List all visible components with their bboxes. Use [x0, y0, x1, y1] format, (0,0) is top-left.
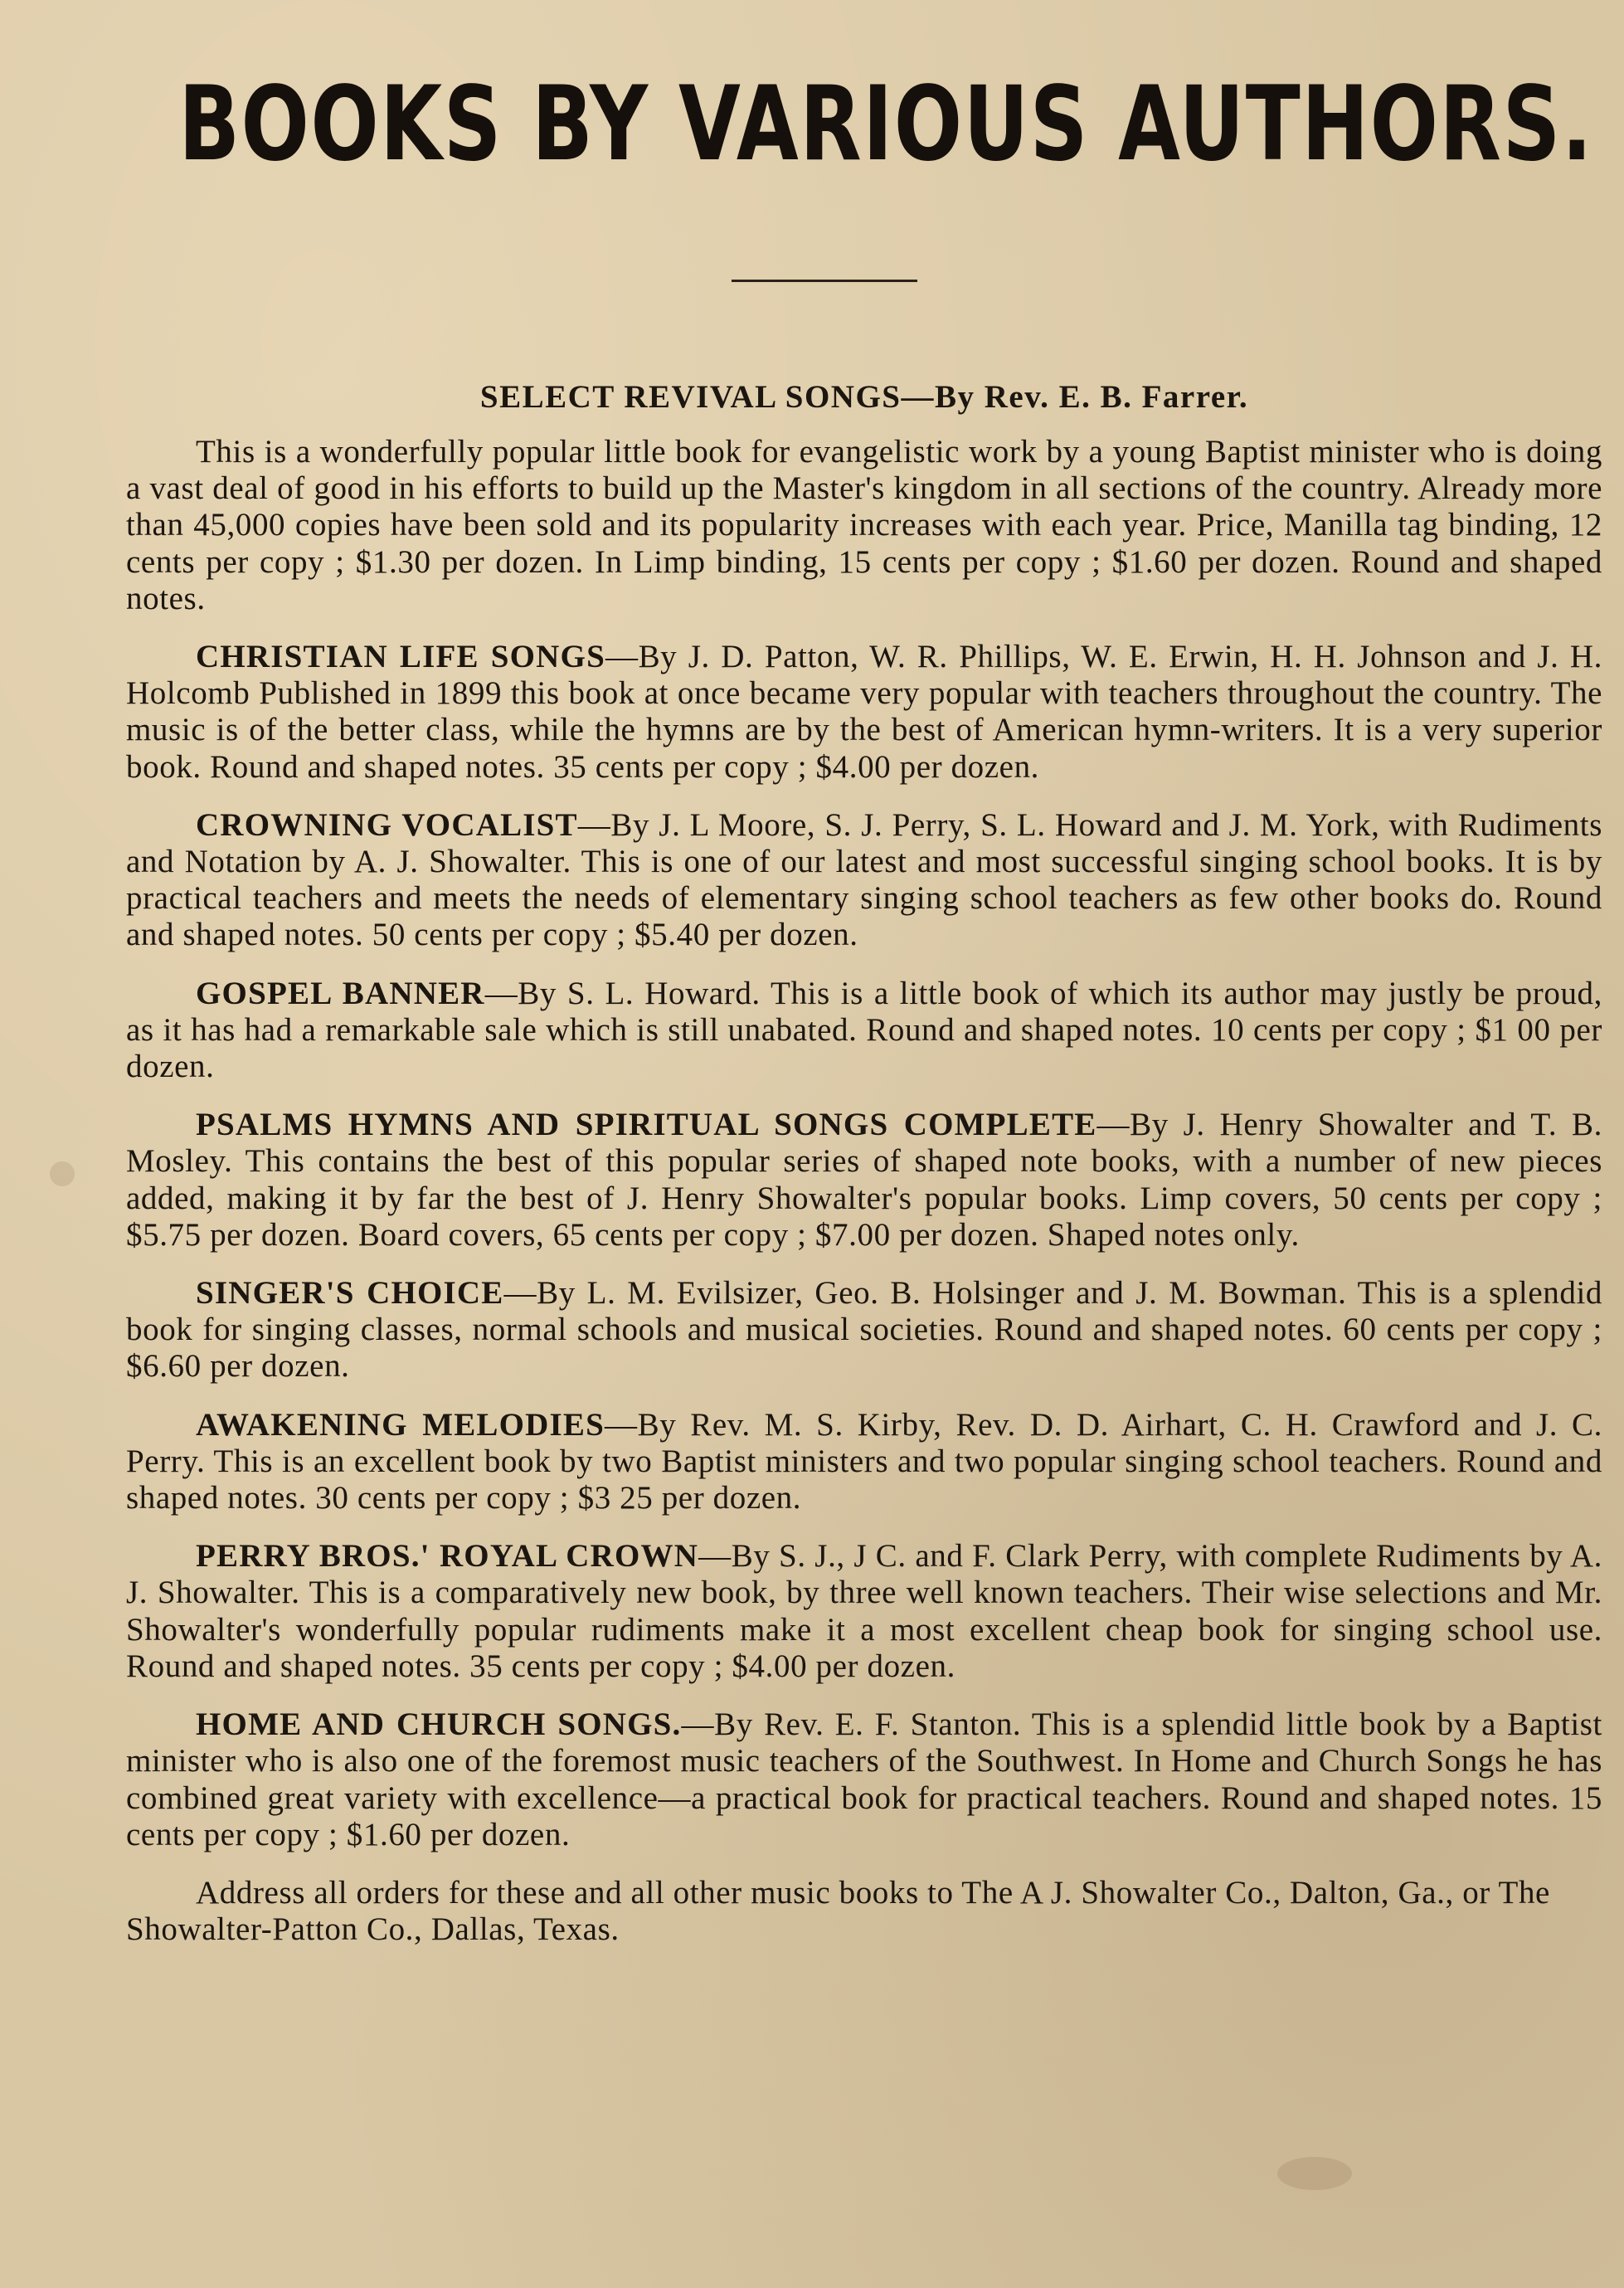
featured-book-description: This is a wonderfully popular little book for evangelistic work by a young Baptist minister who is doing a vast deal of good in his efforts to build up the Master's kingdom in all sections of the country. Already more than 45,000 copies have been sold and its popularity increases with each year. Price, Manilla tag binding, 12 cents per copy ; $1.30 per dozen. In Limp binding, 15 cents per copy ; $1.60 per dozen. Round and shaped notes. [126, 434, 1602, 616]
title-divider [732, 280, 917, 282]
book-entry [126, 1407, 1602, 1517]
book-description: —By S. J., J C. and F. Clark Perry, with complete Rudiments by A. J. Showalter. This is a comparatively new book, by three well known teachers. Their wise selections and Mr. Showalter's wonderfully popular rudiments make it a most excellent cheap book for singing school use. Round and shaped notes. 35 cents per copy ; $4.00 per dozen. [126, 1538, 1602, 1684]
featured-book-title: SELECT REVIVAL SONGS [479, 379, 902, 415]
book-entry [126, 1706, 1602, 1853]
book-title: HOME AND CHURCH SONGS. [196, 1706, 682, 1743]
book-list [126, 365, 1602, 1980]
book-title: CROWNING VOCALIST [196, 806, 578, 843]
book-description: —By J. Henry Showalter and T. B. Mosley. This contains the best of this popular series of shaped note books, with a number of new pieces added, making it by far the best of J. Henry Showalter's popular books. Limp covers, 50 cents per copy ; $5.75 per dozen. Board covers, 65 cents per copy ; $7.00 per dozen. Shaped notes only. [126, 1107, 1603, 1253]
book-entry [126, 639, 1602, 786]
paper-stain [50, 1161, 75, 1186]
book-description: —By J. D. Patton, W. R. Phillips, W. E. Erwin, H. H. Johnson and J. H. Holcomb Published in 1899 this book at once became very popular with teachers throughout the country. The music is of the better class, while the hymns are by the best of American hymn-writers. It is a very superior book. Round and shaped notes. 35 cents per copy ; $4.00 per dozen. [126, 639, 1603, 785]
book-description: —By L. M. Evilsizer, Geo. B. Holsinger and J. M. Bowman. This is a splendid book for singing classes, normal schools and musical societies. Round and shaped notes. 60 cents per copy ; $6.60 per dozen. [126, 1275, 1602, 1385]
book-title: CHRISTIAN LIFE SONGS [196, 639, 605, 675]
featured-book-byline: —By Rev. E. B. Farrer. [901, 379, 1249, 415]
book-title: AWAKENING MELODIES [196, 1406, 605, 1443]
book-title: PERRY BROS.' ROYAL CROWN [196, 1538, 699, 1575]
book-entry [126, 1275, 1602, 1385]
book-description: —By Rev. M. S. Kirby, Rev. D. D. Airhart, C. H. Crawford and J. C. Perry. This is an excellent book by two Baptist ministers and two popular singing school teachers. Round and shaped notes. 30 cents per copy ; $3 25 per dozen. [126, 1406, 1602, 1516]
book-entry [126, 1538, 1602, 1685]
order-address: Address all orders for these and all other music books to The A J. Showalter Co., Dalton, Ga., or The Showalter-Patton Co., Dallas, Texas. [126, 1874, 1550, 1948]
book-entry [126, 1107, 1602, 1254]
featured-book-heading [126, 378, 1602, 416]
book-entry [126, 976, 1602, 1086]
paper-stain [1277, 2157, 1352, 2190]
book-title: PSALMS HYMNS AND SPIRITUAL SONGS COMPLETE [196, 1107, 1097, 1143]
book-entry [126, 807, 1602, 954]
book-title: GOSPEL BANNER [196, 975, 485, 1011]
page-title: BOOKS BY VARIOUS AUTHORS. [178, 65, 1594, 184]
book-description: —By Rev. E. F. Stanton. This is a splendid little book by a Baptist minister who is also one of the foremost music teachers of the Southwest. In Home and Church Songs he has combined great variety with excellence—a practical book for practical teachers. Round and shaped notes. 15 cents per copy ; $1.60 per dozen. [126, 1706, 1602, 1852]
book-title: SINGER'S CHOICE [196, 1275, 504, 1312]
book-description: —By J. L Moore, S. J. Perry, S. L. Howard and J. M. York, with Rudiments and Notation by A. J. Showalter. This is one of our latest and most successful singing school books. It is by practical teachers and meets the needs of elementary singing school teachers as few other books do. Round and shaped notes. 50 cents per copy ; $5.40 per dozen. [126, 806, 1602, 953]
book-description: —By S. L. Howard. This is a little book of which its author may justly be proud, as it has had a remarkable sale which is still unabated. Round and shaped notes. 10 cents per copy ; $1 00 per dozen. [126, 975, 1603, 1085]
